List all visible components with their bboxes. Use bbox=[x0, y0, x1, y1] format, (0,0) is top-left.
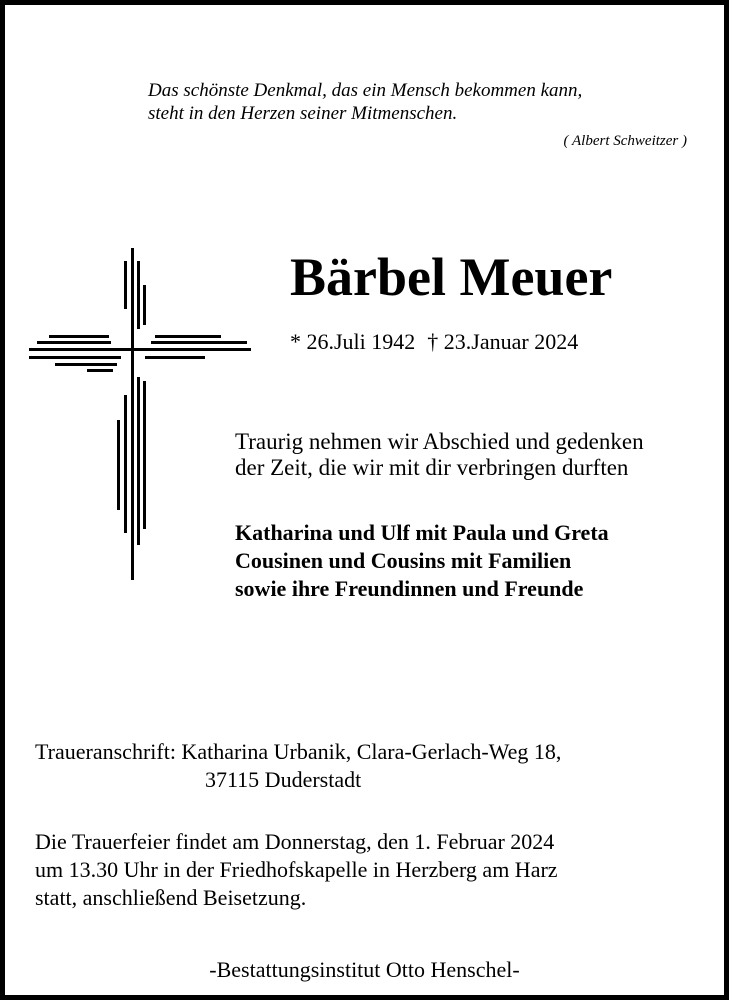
address-line: Traueranschrift: Katharina Urbanik, Clara-Gerlach-Weg 18, bbox=[35, 739, 562, 764]
deceased-name: Bärbel Meuer bbox=[290, 247, 613, 307]
life-dates bbox=[290, 327, 578, 357]
farewell-text bbox=[235, 429, 644, 481]
birth-date: * 26.Juli 1942 bbox=[290, 329, 416, 354]
mourner-line: Katharina und Ulf mit Paula und Greta bbox=[235, 520, 609, 545]
mourner-line: Cousinen und Cousins mit Familien bbox=[235, 548, 572, 573]
farewell-line: der Zeit, die wir mit dir verbringen durften bbox=[235, 455, 629, 480]
address-city: 37115 Duderstadt bbox=[205, 767, 362, 792]
death-date: † 23.Januar 2024 bbox=[427, 329, 579, 354]
mourning-address bbox=[35, 738, 561, 794]
ceremony-line: statt, anschließend Beisetzung. bbox=[35, 885, 307, 910]
mourner-line: sowie ihre Freundinnen und Freunde bbox=[235, 576, 584, 601]
undertaker-credit: -Bestattungsinstitut Otto Henschel- bbox=[209, 957, 520, 982]
quote-source: ( Albert Schweitzer ) bbox=[563, 133, 687, 149]
quote bbox=[148, 79, 698, 125]
quote-line: steht in den Herzen seiner Mitmenschen. bbox=[148, 103, 458, 124]
farewell-line: Traurig nehmen wir Abschied und gedenken bbox=[235, 429, 644, 454]
mourners-list bbox=[235, 519, 609, 603]
ceremony-line: Die Trauerfeier findet am Donnerstag, den 1. Februar 2024 bbox=[35, 829, 555, 854]
cross-icon bbox=[27, 245, 253, 585]
quote-line: Das schönste Denkmal, das ein Mensch bekommen kann, bbox=[148, 80, 583, 101]
ceremony-line: um 13.30 Uhr in der Friedhofskapelle in Herzberg am Harz bbox=[35, 857, 558, 882]
ceremony-info bbox=[35, 828, 558, 912]
